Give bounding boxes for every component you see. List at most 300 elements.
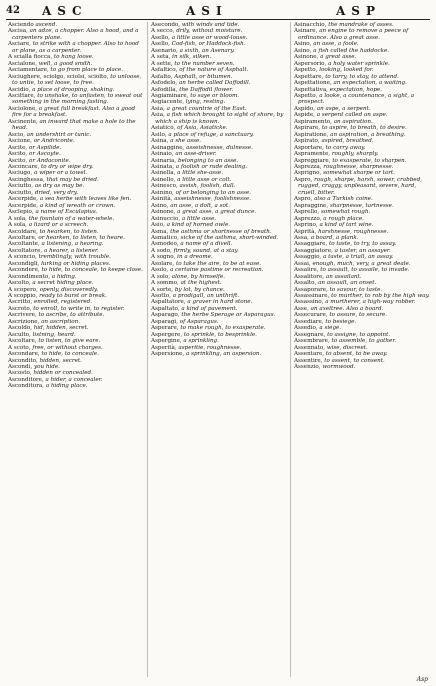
headword: Ascondito, (8, 357, 38, 364)
definition: of the nature of Asphalt. (179, 67, 249, 74)
header-rule (6, 19, 430, 20)
headword: Asinesco, (151, 183, 178, 190)
definition: listning, heard. (32, 331, 76, 338)
headword: Assedio, (294, 325, 318, 332)
headword: A sodo, (151, 247, 172, 254)
definition: with winds and tide. (181, 22, 240, 28)
definition: to assault, to assaile, to invade. (320, 267, 410, 274)
definition: roughnesse, sharpnesse. (323, 163, 394, 170)
definition: a siege. (319, 325, 342, 332)
definition: a prodigall, an unthrift. (172, 293, 240, 300)
definition: that may be dried. (46, 176, 99, 183)
definition: sharpnesse, tartnesse. (329, 202, 394, 209)
definition: an asse, a foole. (313, 41, 359, 48)
definition: or Aspilide. (28, 144, 62, 151)
headword: Ascio, (8, 131, 25, 138)
definition: to listen, to give eare. (38, 338, 101, 345)
definition: to take the aire, to be at ease. (175, 260, 262, 267)
headword: Assenzio, (294, 364, 321, 371)
definition: or Andaconite. (29, 157, 71, 164)
definition: to saye or bloom. (190, 92, 240, 99)
headword: Ascoltare, (8, 234, 37, 241)
headword: A sommo, (151, 280, 179, 287)
headword: Asinacchio, (294, 22, 327, 28)
definition: to aspire, to breath, to desire. (321, 125, 407, 132)
headword: Assai, (294, 260, 311, 267)
headword: Asgiacente, (151, 99, 184, 106)
headword: A scoto, (8, 344, 31, 351)
headword: A sola, (8, 215, 27, 222)
definition: an assailant. (325, 273, 362, 280)
headword: A seta, (151, 54, 171, 61)
definition: at the highest. (180, 280, 222, 287)
headword: Asinaggine, (151, 144, 185, 151)
headword: Ascittare, (8, 92, 36, 99)
definition: an asse, a dolt, a sot. (170, 202, 230, 209)
definition: or Ascoyte. (29, 151, 61, 158)
definition: dried, very dry. (34, 189, 78, 196)
headword: Aspaltato, (151, 305, 180, 312)
headword: Assembrare, (294, 338, 330, 345)
headword: Asinare, (294, 28, 318, 35)
definition: to savour, to taste. (329, 286, 383, 293)
headword: Asgiaminare, (151, 92, 189, 99)
definition: a listening, a hearing. (41, 241, 104, 248)
definition: a taste, a triall, an assay. (323, 254, 394, 261)
headword: Asciutto, (8, 183, 34, 190)
definition: a little asse or wood-louse. (171, 34, 248, 41)
definition: to assigne, to appoint. (327, 331, 391, 338)
headword: Ascolto, (8, 280, 31, 287)
headword: Aspiramento, (294, 118, 332, 125)
column-3 (294, 22, 430, 678)
definition: hidden, secret. (39, 357, 82, 364)
headword: Assassinare, (294, 293, 330, 300)
headword: Asinone, (151, 209, 176, 216)
definition: a certaine pastime or recreation. (170, 267, 264, 274)
headword: Asino, (294, 47, 312, 54)
headword: Aspetto, (294, 67, 318, 74)
headword: Asprigno, (294, 170, 322, 177)
headword: Asciendo (8, 22, 34, 28)
definition: expectation, hope. (329, 86, 383, 93)
headword: Asprezza, (294, 163, 322, 170)
column-divider (290, 22, 291, 677)
headword: A sconcio, (8, 254, 37, 261)
headword: Asse, (294, 305, 309, 312)
definition: looking, looked for. (319, 67, 374, 74)
definition: a wiper or a towel. (33, 170, 88, 177)
headword: Ascondare, (8, 351, 40, 358)
definition: a kind of tart wine. (319, 222, 374, 229)
headword: Aspettativa, (294, 86, 328, 93)
headword: Assediare, (294, 318, 324, 325)
headword: Asinuccio, (151, 215, 181, 222)
headword: Aspro, (294, 176, 313, 183)
definition: a great asse, a great dunce. (177, 209, 257, 216)
definition: or Andriconte. (33, 138, 75, 145)
headword: Asecondo, (151, 22, 181, 28)
headword: Ascoltare, (8, 338, 37, 345)
running-head-center: ASI (186, 4, 228, 18)
headword: Ascinghessa, (8, 176, 45, 183)
definition: in a dreame. (177, 254, 213, 261)
headword: Ascrivere, (8, 312, 37, 319)
definition: asperitie, roughnesse. (178, 344, 242, 351)
definition: an undershirt or tunic. (26, 131, 92, 138)
definition: a sprinkling. (183, 338, 219, 345)
headword: Asperare, (151, 325, 179, 332)
headword: Ascito, (8, 157, 28, 164)
headword: Ascialone, (8, 60, 38, 67)
definition: somewhat rough. (320, 209, 371, 216)
definition: to hearken, to listen. (39, 228, 99, 235)
definition: a board, a plank. (310, 234, 359, 241)
dictionary-entry (8, 28, 144, 41)
headword: Aspetto, (294, 92, 318, 99)
definition: ascend. (35, 22, 58, 28)
definition: a hiding. (51, 273, 77, 280)
headword: A solo, (151, 273, 170, 280)
definition: sicke of the asthma, short-winded. (180, 234, 279, 241)
definition: the fountain of a water-whele. (28, 215, 115, 222)
definition: to carry away. (325, 144, 366, 151)
dictionary-entry (151, 351, 287, 357)
definition: a hearer, a listener. (43, 247, 99, 254)
definition: an herbe called Daffodill. (178, 80, 251, 87)
definition: a place of drooping, shaking. (32, 86, 115, 93)
dictionary-entry (8, 74, 144, 87)
definition: to tarry, to stay, to attend. (325, 73, 399, 80)
headword: Asmatico, (151, 234, 179, 241)
headword: Asma, (151, 228, 169, 235)
definition: asseishnesse, dulnesse. (186, 144, 253, 151)
headword: Aspirare, (294, 125, 321, 132)
headword: A sola, (8, 222, 27, 229)
headword: Ascione, (8, 138, 32, 145)
definition: lying, resting. (185, 99, 226, 106)
headword: Asino, (151, 202, 169, 209)
definition: a kind of wreath or crown. (39, 202, 116, 209)
headword: Asiatico, (151, 125, 176, 132)
headword: Ascidio, (8, 86, 31, 93)
definition: firmly, sound, at a stay. (173, 247, 239, 254)
definition: a little asse. (181, 215, 217, 222)
headword: Ascondimento, (8, 273, 50, 280)
headword: Asfodelo, (151, 80, 178, 87)
headword: Asciolone, (8, 105, 38, 112)
definition: a lizard or a screech. (28, 222, 89, 229)
running-head-left: ASC (42, 4, 88, 18)
definition: aspired, breathed. (321, 138, 374, 145)
headword: Asino, (294, 41, 312, 48)
definition: a serpent called an aspe. (316, 112, 388, 119)
dictionary-entry (8, 41, 144, 54)
definition: in silk, silken. (172, 54, 212, 61)
headword: Asia, (151, 105, 165, 112)
headword: Asconcare, (8, 163, 40, 170)
dictionary-entry (8, 119, 144, 132)
definition: a great asse. (320, 54, 357, 61)
dictionary-entry (294, 93, 430, 106)
headword: Assegnare, (294, 331, 326, 338)
definition: a name of a divell. (180, 241, 233, 248)
headword: A sogno, (151, 254, 176, 261)
headword: Asolo, (151, 267, 169, 274)
headword: Asina, (151, 138, 169, 145)
headword: Ascritto, (8, 299, 33, 306)
definition: a kind of pavement. (181, 305, 238, 312)
headword: Aspraggine, (294, 202, 329, 209)
definition: belonging to an asse. (178, 157, 239, 164)
headword: Asciughere, sciolgo, sciolsi, sciolto, (8, 73, 109, 80)
headword: Asconditura, (8, 383, 45, 390)
headword: Aspaltatore, (151, 299, 186, 306)
definition: a she asse. (170, 138, 202, 145)
definition: a holy water sprinkle. (328, 60, 390, 67)
definition: an engine to remove a peece of ordinance. Also a great asse. (298, 28, 409, 41)
dictionary-entry (8, 106, 144, 119)
headword: Ascondigli, (8, 260, 40, 267)
dictionary-entry (8, 93, 144, 106)
headword: A secco, (151, 28, 175, 35)
definition: free, or without charges. (32, 344, 103, 351)
definition: to go from place to place. (50, 67, 124, 74)
headword: Asenario, (151, 47, 178, 54)
headword: Asinello, (151, 176, 176, 183)
headword: Asolare, (151, 260, 175, 267)
headword: Asfaltico, (151, 67, 178, 74)
dictionary-entry (294, 28, 430, 41)
headword: Asportare, (294, 144, 324, 151)
headword: Aspramente, (294, 151, 331, 158)
definition: wise, discreet. (326, 344, 368, 351)
definition: lurking or hiding places. (41, 260, 111, 267)
definition: by lot, by chance. (174, 286, 225, 293)
headword: Asciare, (8, 41, 31, 48)
headword: Aspro, (294, 196, 313, 203)
definition: ready to burst or break. (39, 293, 107, 300)
headword: Aspide, (294, 112, 315, 119)
headword: Ascroto, (8, 305, 32, 312)
headword: Ascinente, (8, 118, 38, 125)
definition: rough, sharpe, harsh, sower, crabbed, rugged, craggy, unpleasant, severe, hard, cruell, bitter. (298, 176, 422, 196)
headword: Asinità, (151, 196, 173, 203)
definition: assish, foolish, dull. (179, 183, 236, 190)
headword: Ascoldo, (8, 325, 32, 332)
definition: to ascribe, to attribute. (38, 312, 105, 319)
definition: roughly, sharply. (331, 151, 379, 158)
headword: Aspersorio, (294, 60, 327, 67)
headword: Assalire, (294, 267, 319, 274)
definition: enough, much, very, a great deale. (312, 260, 411, 267)
definition: to exasperate, to sharpen. (332, 157, 407, 164)
headword: Assa, (294, 234, 309, 241)
headword: Assecurare, (294, 312, 328, 319)
definition: of Asia, Asiaticke. (177, 125, 228, 132)
headword: Ascondi, (8, 364, 33, 371)
definition: a hider, a concealer. (45, 376, 103, 383)
definition: to the number seven. (174, 60, 235, 67)
headword: Assaggio, (294, 254, 322, 261)
definition: a hiding place. (45, 383, 88, 390)
definition: enrolled, registered. (33, 299, 93, 306)
headword: Asello, (151, 34, 170, 41)
headword: Asprino, (294, 222, 318, 229)
headword: Asclepio, (8, 209, 34, 216)
definition: an aspiration. (333, 118, 373, 125)
headword: Asciamentare, (8, 67, 49, 74)
definition: a secret hiding place. (32, 280, 94, 287)
headword: Asculto, (8, 331, 31, 338)
definition: an inward that make a hole to the head. (12, 118, 136, 132)
definition: a place of refuge, a sanctuary. (168, 131, 254, 138)
headword: Asia, (151, 112, 165, 119)
definition: a great full breakfast. Also a good fire for a breakfast. (12, 105, 136, 119)
dictionary-entry (294, 177, 430, 196)
definition: to besiege. (325, 318, 357, 325)
headword: Aspido, (294, 105, 316, 112)
definition: a little she-asse. (177, 170, 223, 177)
definition: an axeltree. Also a board. (310, 305, 384, 312)
definition: of or belonging to an asse. (175, 189, 251, 196)
headword: Ascoldare, (8, 228, 38, 235)
definition: to murther, to rob by the high way. (331, 293, 430, 300)
headword: Asio, (151, 222, 165, 229)
definition: a sixth, an Asenary. (179, 47, 235, 54)
definition: a name of Esculapius. (35, 209, 98, 216)
definition: an expectation, a waiting. (333, 80, 407, 87)
headword: Aspettare, (294, 73, 324, 80)
headword: A scopero, (8, 286, 38, 293)
definition: of Asparagus. (179, 318, 219, 325)
definition: a murtherer, a high-way robber. (325, 299, 416, 306)
headword: Assaggiatore, (294, 247, 333, 254)
headword: Ascerpide, (8, 202, 39, 209)
definition: to unloose, to untie, to set loose, to free. (12, 73, 142, 87)
definition: a fish which brought to sight of shore, by which a ship is known. (155, 112, 284, 125)
definition: a sea herbe with leaves like fen. (39, 196, 132, 203)
headword: Assaporare, (294, 286, 328, 293)
headword: Asfodilla, (151, 86, 178, 93)
headword: Aspersione, (151, 351, 185, 358)
headword: Aspiratione, (294, 131, 329, 138)
headword: Asciutto, (8, 189, 34, 196)
headword: Aspergine, (151, 338, 182, 345)
column-1 (8, 22, 144, 678)
headword: Asparago, (151, 312, 180, 319)
headword: Assalitore, (294, 273, 325, 280)
definition: to assemble, to gather. (331, 338, 397, 345)
definition: wormwood. (322, 364, 356, 371)
headword: Ascondere, (8, 267, 40, 274)
headword: Asparagi, (151, 318, 178, 325)
running-header (6, 4, 430, 20)
definition: a kind of horned owle. (166, 222, 231, 229)
column-divider (147, 22, 148, 677)
headword: Assentare, (294, 351, 325, 358)
headword: Asinata, (151, 163, 174, 170)
dictionary-entry (151, 112, 287, 125)
headword: Aspergere, (151, 331, 183, 338)
definition: an aspiration, a breathing. (330, 131, 406, 138)
headword: Asinone, (294, 54, 319, 61)
headword: A sorte, (151, 286, 174, 293)
definition: hidden or concealed. (33, 370, 93, 377)
dictionary-entry (294, 364, 430, 370)
definition: the mandrake of asses. (328, 22, 394, 28)
definition: also a Turkish coine. (314, 196, 373, 203)
definition: to dry or wipe dry. (41, 163, 94, 170)
definition: a foolish or rude dealing. (175, 163, 248, 170)
headword: Ascrizione, (8, 318, 40, 325)
definition: asseishnesse, foolishnesse. (174, 196, 252, 203)
definition: Asphalt, or bitumen. (174, 73, 233, 80)
headword: Assentire, (294, 357, 323, 364)
dictionary-entry (8, 383, 144, 389)
headword: Ascerpide, (8, 196, 39, 203)
definition: well, a good smith. (38, 60, 93, 67)
headword: A scoppio, (8, 293, 38, 300)
headword: Asconditore, (8, 376, 44, 383)
definition: somewhat sharpe or tart. (323, 170, 395, 177)
headword: Asinaria, (151, 157, 177, 164)
definition: to assent, to consent. (324, 357, 385, 364)
definition: drily, without moisture. (176, 28, 243, 35)
definition: a little asse or colt. (177, 176, 232, 183)
headword: Ascito, (8, 151, 28, 158)
definition: to hide, to conceale, to keepe close. (41, 267, 143, 274)
headword: Asilo, (151, 131, 167, 138)
definition: or hearken, to listen, to heare. (38, 234, 125, 241)
headword: Asello, (151, 41, 170, 48)
headword: Ascoltante, (8, 241, 40, 248)
definition: a taster, an assayer. (334, 247, 391, 254)
headword: Asinaio, (151, 151, 174, 158)
definition: to make rough, to exasperate. (180, 325, 266, 332)
definition: to enroll, to write in, to register. (33, 305, 125, 312)
headword: Aspirato, (294, 138, 320, 145)
definition: to unshake, to unfasten, to sweat out something in the morning fasting. (12, 92, 143, 106)
headword: Asprezzo, (294, 215, 322, 222)
definition: tremblingly, with trouble. (38, 254, 111, 261)
definition: to taste, to try, to assay. (328, 241, 397, 248)
definition: a sprinkling, an aspersion. (185, 351, 262, 358)
headword: Assaggiare, (294, 241, 328, 248)
page-number: 42 (6, 5, 20, 16)
headword: Ascisa, (8, 28, 28, 35)
headword: Asinino, (151, 189, 174, 196)
headword: Aspettatione, (294, 80, 332, 87)
headword: Assassino, (294, 299, 324, 306)
headword: Asotto, (151, 293, 171, 300)
headword: Ascite, (8, 144, 28, 151)
definition: a great countrie of the East. (166, 105, 247, 112)
definition: an assault, an onset. (318, 280, 377, 287)
headword: Assennato, (294, 344, 326, 351)
headword: Aspreggiare, (294, 157, 331, 164)
definition: an aspe, a serpent. (316, 105, 371, 112)
headword: Ascoltatore, (8, 247, 43, 254)
definition: harshnesse, roughnesse. (318, 228, 389, 235)
definition: a graver in hard stone. (187, 299, 253, 306)
definition: an ascription. (41, 318, 80, 325)
catchword: Asp (416, 676, 428, 683)
definition: to sprinkle, to besprinkle. (183, 331, 257, 338)
definition: to hang loose. (53, 54, 94, 61)
headword: Asprità, (294, 228, 317, 235)
definition: a looke, a countenance, a sight, a prospect. (298, 92, 415, 106)
